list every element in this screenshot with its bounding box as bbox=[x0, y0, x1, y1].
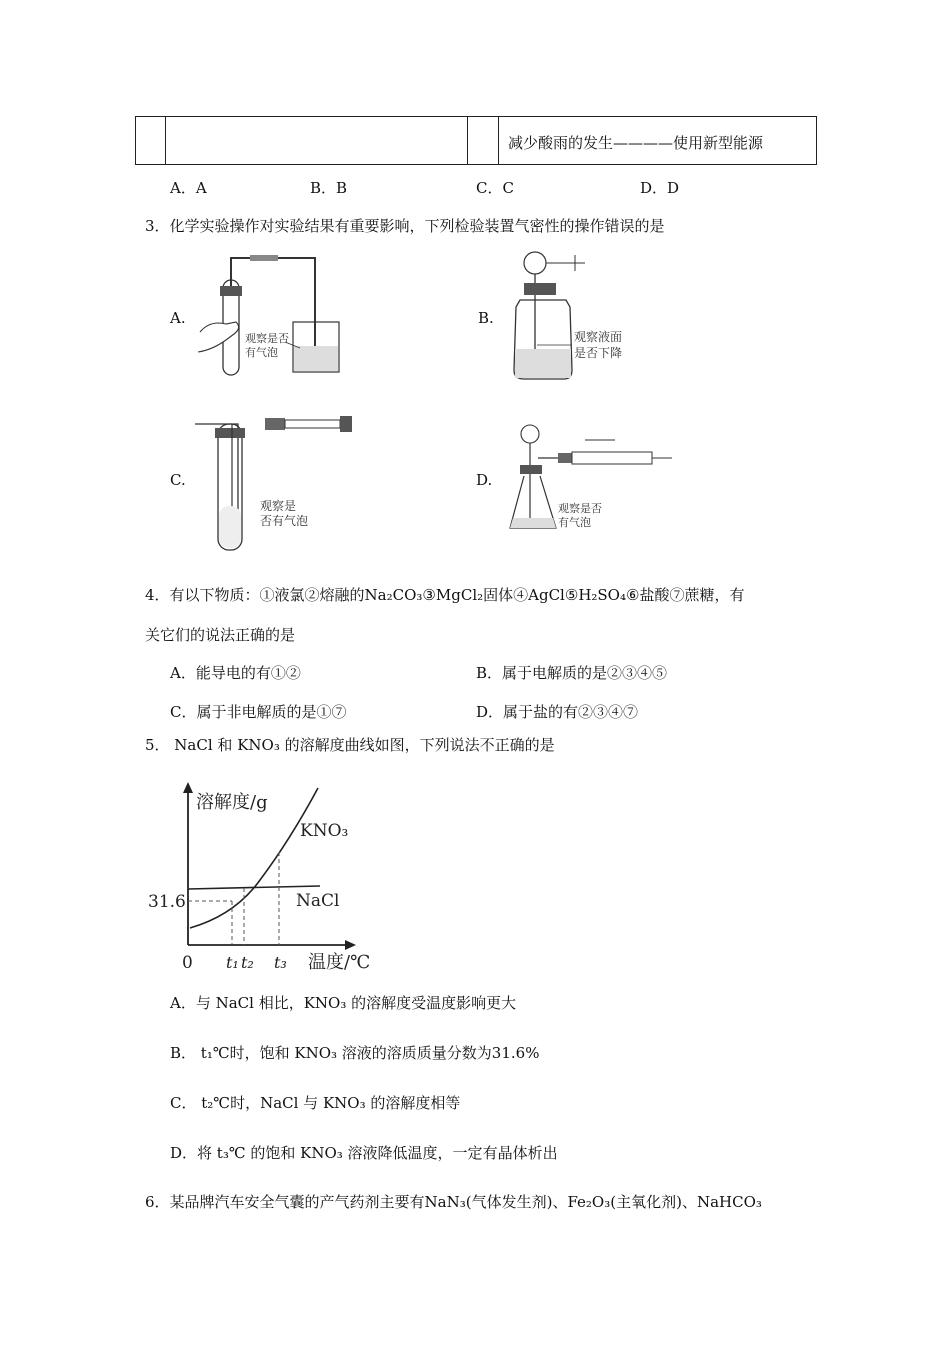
figure-c-note-2: 否有气泡 bbox=[260, 514, 309, 528]
q4-na2co3: Na₂CO₃ bbox=[364, 586, 423, 604]
table-divider bbox=[467, 117, 468, 164]
q4-option-a: A．能导电的有①② bbox=[170, 664, 301, 682]
q3-label-d: D. bbox=[476, 471, 493, 489]
figure-b-apparatus bbox=[500, 245, 650, 385]
q5-option-b: B． t₁℃时，饱和 KNO₃ 溶液的溶质质量分数为31.6% bbox=[170, 1044, 540, 1062]
series-label-nacl: NaCl bbox=[296, 891, 340, 911]
q4-mgcl2: MgCl₂ bbox=[435, 586, 484, 604]
y-axis-label: 溶解度/g bbox=[196, 792, 268, 813]
figure-c-note-1: 观察是 bbox=[260, 499, 297, 513]
figure-d-apparatus bbox=[500, 420, 680, 540]
q4-option-d: D．属于盐的有②③④⑦ bbox=[476, 703, 639, 721]
table-cell-text: 减少酸雨的发生————使用新型能源 bbox=[508, 134, 764, 152]
solubility-chart bbox=[140, 780, 380, 975]
table-divider bbox=[498, 117, 499, 164]
figure-d-note-1: 观察是否 bbox=[558, 502, 602, 515]
q4-option-b: B．属于电解质的是②③④⑤ bbox=[476, 664, 668, 682]
q4-stem-line2: 关它们的说法正确的是 bbox=[145, 626, 296, 644]
q4-stem-a: 4．有以下物质：①液氯②熔融的 bbox=[145, 586, 365, 604]
x-axis-label: 温度/℃ bbox=[308, 952, 371, 973]
q4-stem-c: 固体④ bbox=[483, 586, 529, 604]
q5-stem: 5． NaCl 和 KNO₃ 的溶解度曲线如图，下列说法不正确的是 bbox=[145, 736, 555, 754]
answer-table-row bbox=[135, 116, 817, 165]
q6-stem: 6．某品牌汽车安全气囊的产气药剂主要有NaN₃(气体发生剂)、Fe₂O₃(主氧化剂)、NaHCO₃ bbox=[145, 1193, 762, 1211]
q2-option-b: B．B bbox=[310, 179, 348, 197]
figure-c-apparatus bbox=[190, 410, 370, 560]
q4-agcl: AgCl bbox=[528, 586, 565, 604]
figure-a-apparatus bbox=[190, 250, 360, 380]
figure-b-note-1: 观察液面 bbox=[574, 330, 623, 344]
x-tick-t2: t₂ bbox=[241, 953, 254, 972]
x-tick-t3: t₃ bbox=[274, 953, 287, 972]
q4-option-c: C．属于非电解质的是①⑦ bbox=[170, 703, 347, 721]
table-divider bbox=[165, 117, 166, 164]
q4-stem-e: ⑥盐酸⑦蔗糖，有 bbox=[626, 586, 745, 604]
q4-stem-b: ③ bbox=[422, 586, 436, 604]
q2-option-d: D．D bbox=[640, 179, 680, 197]
q3-stem: 3．化学实验操作对实验结果有重要影响，下列检验装置气密性的操作错误的是 bbox=[145, 217, 665, 235]
figure-a-note-1: 观察是否 bbox=[245, 332, 289, 345]
y-tick-label: 31.6 bbox=[148, 892, 186, 912]
q3-label-b: B. bbox=[478, 309, 494, 327]
series-label-kno3: KNO₃ bbox=[300, 821, 349, 841]
figure-a-note-2: 有气泡 bbox=[245, 346, 278, 359]
y-axis-arrow bbox=[183, 782, 193, 793]
q3-label-a: A. bbox=[170, 309, 186, 327]
q5-option-c: C． t₂℃时，NaCl 与 KNO₃ 的溶解度相等 bbox=[170, 1094, 461, 1112]
q5-option-a: A．与 NaCl 相比，KNO₃ 的溶解度受温度影响更大 bbox=[170, 994, 517, 1012]
figure-d-note-2: 有气泡 bbox=[558, 516, 591, 529]
q2-option-c: C．C bbox=[476, 179, 514, 197]
q4-h2so4: H₂SO₄ bbox=[578, 586, 626, 604]
origin-label: 0 bbox=[182, 953, 193, 973]
q3-label-c: C. bbox=[170, 471, 186, 489]
q4-stem bbox=[145, 584, 825, 605]
q4-stem-d: ⑤ bbox=[564, 586, 579, 604]
x-axis-arrow bbox=[345, 940, 356, 950]
q5-option-d: D．将 t₃℃ 的饱和 KNO₃ 溶液降低温度，一定有晶体析出 bbox=[170, 1144, 558, 1162]
figure-b-note-2: 是否下降 bbox=[574, 346, 623, 360]
q2-option-a: A．A bbox=[170, 179, 207, 197]
x-tick-t1: t₁ bbox=[226, 953, 239, 972]
